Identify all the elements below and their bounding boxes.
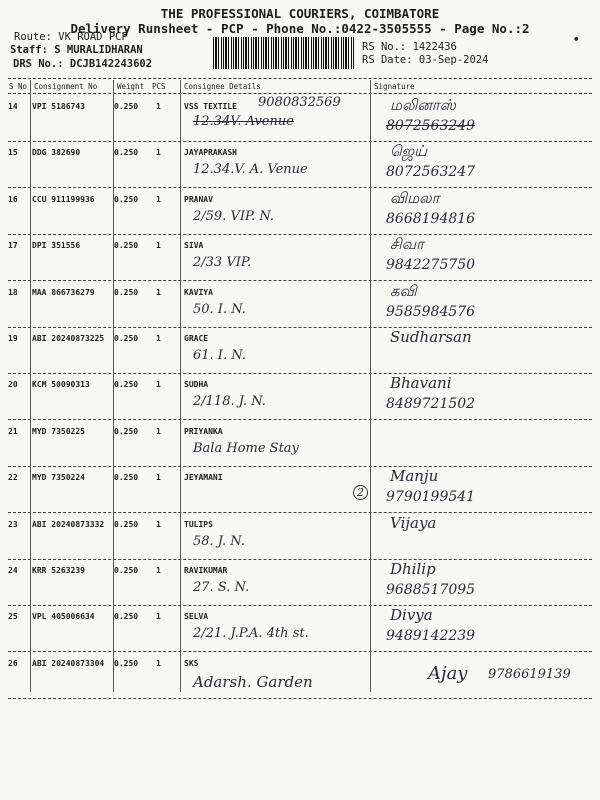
weight-value: 0.250 <box>114 426 139 436</box>
handwritten-address: 2/118. J. N. <box>193 394 266 410</box>
consignee-name: PRANAV <box>184 194 213 204</box>
pieces-count: 1 <box>156 334 161 343</box>
pieces-count: 1 <box>156 102 161 111</box>
consignment-number: VPI 5186743 <box>32 102 85 111</box>
weight-value: 0.250 <box>114 148 139 158</box>
weight-value: 0.250 <box>114 102 139 111</box>
row-separator <box>8 698 592 699</box>
consignee-name: PRIYANKA <box>184 426 223 436</box>
pieces-count: 1 <box>156 148 161 158</box>
consignee-name: GRACE <box>184 334 209 343</box>
signature-handwritten: மலினாஸ் <box>390 96 456 114</box>
route-label: Route: VK ROAD PCP <box>14 31 128 43</box>
col-header-consignee: Consignee Details <box>184 82 261 91</box>
signature-handwritten: சிவா <box>390 235 424 254</box>
handwritten-phone: 9080832569 <box>258 95 341 110</box>
pieces-count: 1 <box>156 426 161 436</box>
serial-number: 18 <box>8 287 18 297</box>
col-header-consignment: Consignment No <box>34 82 98 91</box>
serial-number: 14 <box>8 102 18 111</box>
consignee-name: SIVA <box>184 241 204 251</box>
table-row <box>8 514 592 560</box>
pieces-count: 1 <box>156 612 161 622</box>
consignee-name: SELVA <box>184 612 209 622</box>
table-row <box>8 374 592 420</box>
pieces-count: 1 <box>156 473 161 483</box>
handwritten-address: 27. S. N. <box>193 580 250 595</box>
handwritten-address: Bala Home Stay <box>193 440 299 456</box>
signature-phone: 8489721502 <box>386 396 476 413</box>
serial-number: 26 <box>8 658 18 668</box>
weight-value: 0.250 <box>114 241 139 251</box>
signature-handwritten: விமலா <box>390 188 440 207</box>
consignee-name: TULIPS <box>184 519 213 529</box>
table-row <box>8 235 592 281</box>
signature-handwritten: Ajay <box>428 662 468 684</box>
serial-number: 24 <box>8 566 18 575</box>
signature-handwritten: கவி <box>390 281 417 300</box>
signature-handwritten: Bhavani <box>390 374 452 393</box>
handwritten-address: Adarsh. Garden <box>193 672 313 691</box>
weight-value: 0.250 <box>114 519 139 529</box>
consignment-number: CCU 911199936 <box>32 194 95 204</box>
pieces-count: 1 <box>156 380 161 390</box>
handwritten-address: 2/59. VIP. N. <box>193 208 275 224</box>
consignee-name: VSS TEXTILE <box>184 102 237 111</box>
signature-handwritten: ஜெய் <box>390 142 428 161</box>
signature-phone: 9842275750 <box>386 257 476 274</box>
barcode-image <box>213 37 355 69</box>
consignment-number: MYD 7350225 <box>32 426 85 436</box>
serial-number: 15 <box>8 148 18 158</box>
table-row <box>8 189 592 235</box>
weight-value: 0.250 <box>114 194 139 204</box>
serial-number: 20 <box>8 380 18 390</box>
table-row <box>8 421 592 467</box>
consignment-number: ABI 20240873304 <box>32 658 105 668</box>
weight-value: 0.250 <box>114 473 139 483</box>
table-row <box>8 560 592 606</box>
col-header-signature: Signature <box>374 82 415 91</box>
consignee-name: KAVIYA <box>184 287 213 297</box>
rs-number: RS No.: 1422436 <box>362 41 457 53</box>
circled-mark: 2 <box>353 485 368 500</box>
consignment-number: ABI 20240873225 <box>32 334 105 343</box>
consignment-number: ABI 20240873332 <box>32 519 105 529</box>
pieces-count: 1 <box>156 566 161 575</box>
company-title: THE PROFESSIONAL COURIERS, COIMBATORE <box>160 6 440 21</box>
handwritten-address: 12.34.V. A. Venue <box>193 162 308 178</box>
pieces-count: 1 <box>156 658 161 668</box>
consignment-number: DPI 351556 <box>32 241 81 251</box>
signature-handwritten: Vijaya <box>390 513 437 532</box>
handwritten-address: 2/33 VIP. <box>193 255 252 271</box>
col-header-pcs: PCS <box>152 82 166 91</box>
table-row <box>8 467 592 513</box>
staff-label: Staff: S MURALIDHARAN <box>10 44 143 56</box>
signature-handwritten: Dhilip <box>390 560 436 578</box>
header-bottom-rule <box>8 93 592 94</box>
handwritten-address: 12.34V. Avenue <box>193 114 294 129</box>
serial-number: 23 <box>8 519 18 529</box>
signature-phone: 9688517095 <box>386 582 476 598</box>
signature-handwritten: Manju <box>390 467 439 486</box>
weight-value: 0.250 <box>114 658 139 668</box>
signature-phone: 8072563247 <box>386 164 476 181</box>
pieces-count: 1 <box>156 241 161 251</box>
consignment-number: KRR 5263239 <box>32 566 85 575</box>
signature-phone: 8668194816 <box>386 210 476 227</box>
handwritten-address: 50. I. N. <box>193 301 246 317</box>
handwritten-address: 61. I. N. <box>193 348 246 363</box>
table-row <box>8 328 592 374</box>
serial-number: 25 <box>8 612 18 622</box>
consignee-name: JEYAMANI <box>184 473 223 483</box>
header-top-rule <box>8 78 592 79</box>
consignee-name: RAVIKUMAR <box>184 566 228 575</box>
weight-value: 0.250 <box>114 566 139 575</box>
rs-date: RS Date: 03-Sep-2024 <box>362 54 489 66</box>
serial-number: 19 <box>8 334 18 343</box>
serial-number: 22 <box>8 473 18 483</box>
signature-handwritten: Sudharsan <box>390 328 472 346</box>
signature-phone: 9489142239 <box>386 628 476 645</box>
weight-value: 0.250 <box>114 334 139 343</box>
runsheet-title: Delivery Runsheet - PCP - Phone No.:0422-3505555 - Page No.:2 <box>70 21 530 36</box>
pieces-count: 1 <box>156 519 161 529</box>
weight-value: 0.250 <box>114 287 139 297</box>
signature-phone: 9585984576 <box>386 303 476 320</box>
handwritten-address: 2/21. J.P.A. 4th st. <box>193 626 309 642</box>
handwritten-address: 58. J. N. <box>193 533 245 549</box>
signature-phone: 9790199541 <box>386 489 476 506</box>
table-row <box>8 282 592 328</box>
serial-number: 17 <box>8 241 18 251</box>
table-row <box>8 606 592 652</box>
serial-number: 21 <box>8 426 18 436</box>
table-row <box>8 142 592 188</box>
consignee-name: SKS <box>184 658 199 668</box>
serial-number: 16 <box>8 194 18 204</box>
weight-value: 0.250 <box>114 380 139 390</box>
col-header-sno: S No <box>9 82 28 91</box>
signature-handwritten: Divya <box>390 606 433 625</box>
corner-mark: • <box>573 33 580 46</box>
pieces-count: 1 <box>156 194 161 204</box>
consignment-number: VPL 405006634 <box>32 612 95 622</box>
table-row <box>8 653 592 699</box>
consignee-name: JAYAPRAKASH <box>184 148 237 158</box>
consignment-number: DDG 382690 <box>32 148 81 158</box>
table-row <box>8 96 592 142</box>
consignment-number: MAA 866736279 <box>32 287 95 297</box>
consignment-number: KCM 50090313 <box>32 380 90 390</box>
signature-phone: 9786619139 <box>488 666 571 682</box>
consignee-name: SUDHA <box>184 380 209 390</box>
signature-phone: 8072563249 <box>386 118 476 134</box>
weight-value: 0.250 <box>114 612 139 622</box>
consignment-number: MYD 7350224 <box>32 473 85 483</box>
pieces-count: 1 <box>156 287 161 297</box>
col-header-weight: Weight <box>117 82 145 91</box>
drs-number: DRS No.: DCJB142243602 <box>13 58 153 70</box>
